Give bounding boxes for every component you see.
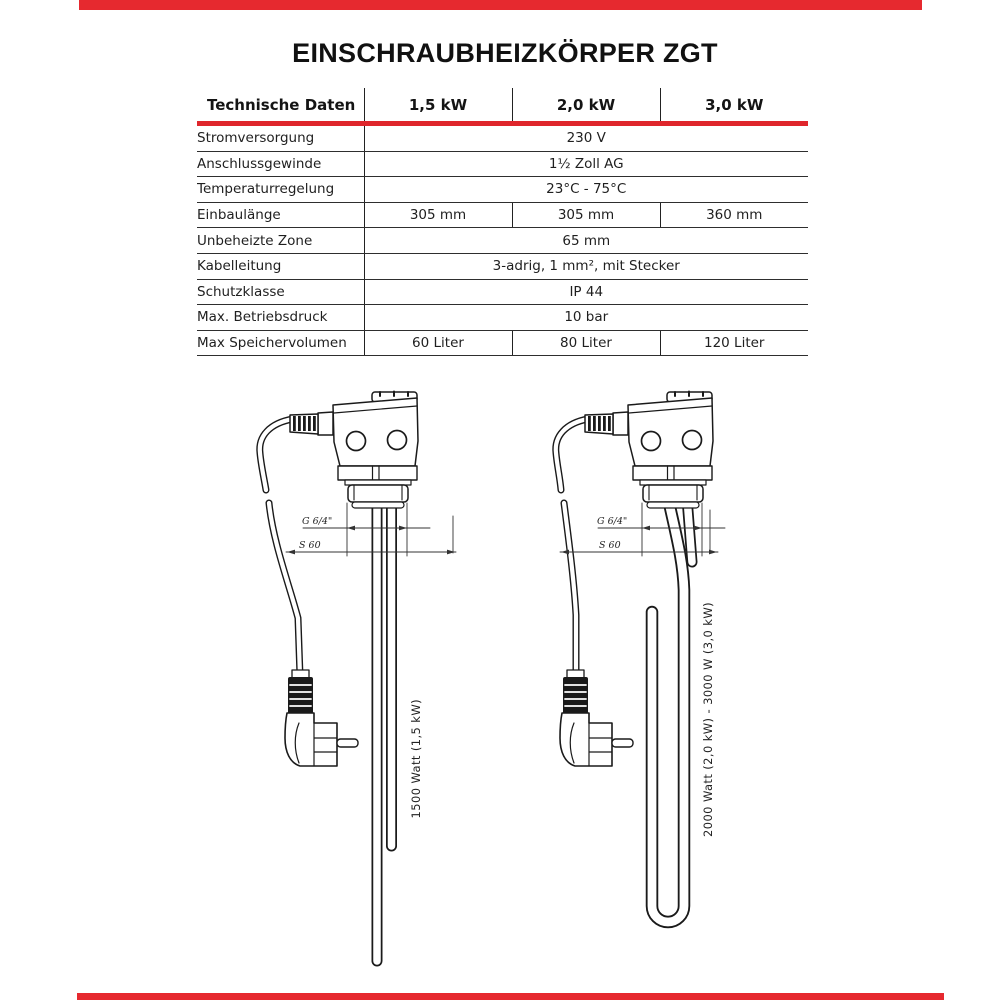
thermostat-head	[585, 392, 713, 509]
dimension-labels	[299, 516, 332, 551]
row-label: Stromversorgung	[197, 124, 364, 152]
knob-hole-left	[347, 432, 366, 451]
hex-nut	[348, 485, 408, 502]
head-body	[333, 398, 418, 466]
strain-relief	[563, 677, 588, 714]
header-col-2-0kw: 2,0 kW	[512, 88, 660, 124]
header-col-3-0kw: 3,0 kW	[660, 88, 808, 124]
thread-size-label: G 6/4"	[597, 516, 628, 527]
wrench-size-label: S 60	[299, 540, 321, 551]
plug-pin	[612, 739, 633, 747]
heater-drawing-left	[260, 392, 456, 962]
row-label: Schutzklasse	[197, 279, 364, 305]
thermostat-head	[290, 392, 418, 509]
hex-nut	[643, 485, 703, 502]
row-label: Temperaturregelung	[197, 177, 364, 203]
row-value: 23°C - 75°C	[364, 177, 808, 203]
row-label: Anschlussgewinde	[197, 151, 364, 177]
row-value: 230 V	[364, 124, 808, 152]
bottom-red-bar	[77, 993, 944, 1000]
wattage-caption-right: 2000 Watt (2,0 kW) - 3000 W (3,0 kW)	[701, 602, 715, 837]
schuko-plug	[560, 670, 633, 766]
heater-drawing-right	[556, 392, 725, 923]
row-cell: 360 mm	[660, 202, 808, 228]
row-value: 10 bar	[364, 305, 808, 331]
strain-relief	[288, 677, 313, 714]
row-label: Unbeheizte Zone	[197, 228, 364, 254]
dimension-labels	[597, 516, 627, 551]
plug-pin	[337, 739, 358, 747]
page-title: EINSCHRAUBHEIZKÖRPER ZGT	[292, 38, 718, 68]
head-body	[628, 398, 713, 466]
nut-chamfer	[647, 502, 699, 508]
row-cell: 305 mm	[364, 202, 512, 228]
wrench-size-label: S 60	[599, 540, 621, 551]
thread-size-label: G 6/4"	[302, 516, 333, 527]
knob-hole-left	[642, 432, 661, 451]
collar-band	[633, 466, 712, 480]
row-value: 65 mm	[364, 228, 808, 254]
header-technische-daten: Technische Daten	[197, 88, 364, 124]
knob-hole-right	[683, 431, 702, 450]
heating-tube-u	[652, 498, 684, 922]
row-cell: 60 Liter	[364, 330, 512, 356]
cable-gland-neck	[613, 412, 628, 435]
wattage-caption-left: 1500 Watt (1,5 kW)	[409, 699, 423, 819]
row-value: 3-adrig, 1 mm², mit Stecker	[364, 253, 808, 279]
power-cable	[260, 419, 300, 676]
header-col-1-5kw: 1,5 kW	[364, 88, 512, 124]
row-label: Max. Betriebsdruck	[197, 305, 364, 331]
power-cable	[556, 419, 588, 676]
nut-chamfer	[352, 502, 404, 508]
collar-band	[338, 466, 417, 480]
row-label: Einbaulänge	[197, 202, 364, 228]
dimension-lines	[560, 503, 725, 556]
row-cell: 80 Liter	[512, 330, 660, 356]
schuko-plug	[285, 670, 358, 766]
row-value: 1½ Zoll AG	[364, 151, 808, 177]
cable-gland-neck	[318, 412, 333, 435]
row-cell: 120 Liter	[660, 330, 808, 356]
row-value: IP 44	[364, 279, 808, 305]
row-cell: 305 mm	[512, 202, 660, 228]
row-label: Max Speichervolumen	[197, 330, 364, 356]
row-label: Kabelleitung	[197, 253, 364, 279]
knob-hole-right	[388, 431, 407, 450]
